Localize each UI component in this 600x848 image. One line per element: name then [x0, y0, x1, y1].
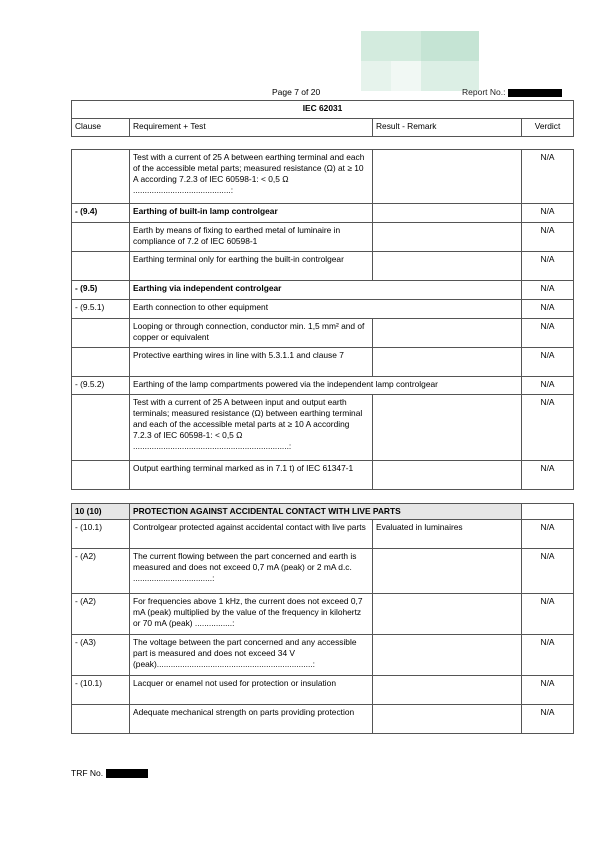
column-verdict: Verdict — [522, 119, 574, 137]
requirement-cell: The current flowing between the part concerned and earth is measured and does not exceed 0,7 mA (peak) or 2 mA d.c. ..................................: — [130, 549, 373, 594]
clause-cell: - (9.5) — [72, 281, 130, 300]
table-row — [72, 319, 574, 348]
page-number: Page 7 of 20 — [272, 87, 321, 97]
report-number: Report No.: — [462, 87, 562, 97]
clause-cell — [72, 223, 130, 252]
result-cell — [373, 461, 522, 490]
clause-cell — [72, 252, 130, 281]
table-row — [72, 705, 574, 734]
verdict-cell: N/A — [522, 281, 574, 300]
table-row — [72, 520, 574, 549]
requirement-cell: Earthing of built-in lamp controlgear — [130, 204, 373, 223]
column-result: Result - Remark — [373, 119, 522, 137]
redaction-bar — [508, 89, 562, 97]
requirement-cell: For frequencies above 1 kHz, the current does not exceed 0,7 mA (peak) multiplied by the value of the frequency in kilohertz or 70 mA (peak) ................: — [130, 594, 373, 635]
verdict-cell: N/A — [522, 549, 574, 594]
table-row — [72, 223, 574, 252]
result-cell — [373, 252, 522, 281]
clause-cell: - (10.1) — [72, 676, 130, 705]
table-row — [72, 204, 574, 223]
requirement-cell: Looping or through connection, conductor min. 1,5 mm² and of copper or equivalent — [130, 319, 373, 348]
section-verdict-cell — [522, 504, 574, 520]
redaction-bar — [106, 769, 148, 778]
verdict-cell: N/A — [522, 377, 574, 395]
verdict-cell: N/A — [522, 319, 574, 348]
verdict-cell: N/A — [522, 348, 574, 377]
clause-cell — [72, 319, 130, 348]
clause-cell: - (9.5.2) — [72, 377, 130, 395]
clause-cell: - (A3) — [72, 635, 130, 676]
clause-cell: - (9.5.1) — [72, 300, 130, 319]
requirement-cell: Earth by means of fixing to earthed metal of luminaire in compliance of 7.2 of IEC 60598-1 — [130, 223, 373, 252]
requirement-cell: Earthing of the lamp compartments powered via the independent lamp controlgear — [130, 377, 522, 395]
clause-cell: - (A2) — [72, 594, 130, 635]
verdict-cell: N/A — [522, 676, 574, 705]
requirement-cell: Test with a current of 25 A between input and output earth terminals; measured resistance (Ω) between earthing terminal and each of the accessible metal parts at ≥ 10 A according 7.2.3 of IEC 60598-1: < 0,5 Ω ...................................................................: — [130, 395, 373, 461]
section-row — [72, 504, 574, 520]
requirement-cell: Earthing terminal only for earthing the built-in controlgear — [130, 252, 373, 281]
trf-label: TRF No. — [71, 768, 104, 778]
page-footer — [71, 768, 148, 778]
clause-cell: - (9.4) — [72, 204, 130, 223]
verdict-cell: N/A — [522, 223, 574, 252]
standard-title: IEC 62031 — [72, 101, 574, 119]
clause-cell — [72, 395, 130, 461]
table-row — [72, 461, 574, 490]
verdict-cell: N/A — [522, 635, 574, 676]
result-cell — [373, 676, 522, 705]
table-row — [72, 395, 574, 461]
result-cell — [373, 395, 522, 461]
requirement-cell: The voltage between the part concerned and any accessible part is measured and does not exceed 34 V (peak)...................................................................: — [130, 635, 373, 676]
result-cell: Evaluated in luminaires — [373, 520, 522, 549]
requirement-cell: Earthing via independent controlgear — [130, 281, 522, 300]
clause-cell — [72, 705, 130, 734]
protection-table — [71, 503, 574, 734]
table-row — [72, 594, 574, 635]
table-row — [72, 377, 574, 395]
clause-cell — [72, 150, 130, 204]
table-row — [72, 300, 574, 319]
result-cell — [373, 150, 522, 204]
table-row — [72, 676, 574, 705]
result-cell — [373, 705, 522, 734]
verdict-cell: N/A — [522, 461, 574, 490]
verdict-cell: N/A — [522, 300, 574, 319]
requirement-cell: Protective earthing wires in line with 5.3.1.1 and clause 7 — [130, 348, 373, 377]
requirement-cell: Test with a current of 25 A between earthing terminal and each of the accessible metal parts; measured resistance (Ω) at ≥ 10 A according 7.2.3 of IEC 60598-1: < 0,5 Ω ..........................................: — [130, 150, 373, 204]
result-cell — [373, 348, 522, 377]
table-row — [72, 252, 574, 281]
verdict-cell: N/A — [522, 150, 574, 204]
result-cell — [373, 223, 522, 252]
verdict-cell: N/A — [522, 520, 574, 549]
result-cell — [373, 635, 522, 676]
verdict-cell: N/A — [522, 395, 574, 461]
stamp-watermark — [361, 31, 479, 91]
result-cell — [373, 204, 522, 223]
earthing-table — [71, 149, 574, 490]
requirement-cell: Output earthing terminal marked as in 7.1 t) of IEC 61347-1 — [130, 461, 373, 490]
table-row — [72, 150, 574, 204]
table-row — [72, 549, 574, 594]
section-clause: 10 (10) — [72, 504, 130, 520]
clause-cell — [72, 348, 130, 377]
verdict-cell: N/A — [522, 594, 574, 635]
table-row — [72, 635, 574, 676]
requirement-cell: Adequate mechanical strength on parts providing protection — [130, 705, 373, 734]
requirement-cell: Lacquer or enamel not used for protection or insulation — [130, 676, 373, 705]
result-cell — [373, 549, 522, 594]
result-cell — [373, 319, 522, 348]
verdict-cell: N/A — [522, 252, 574, 281]
section-title: PROTECTION AGAINST ACCIDENTAL CONTACT WITH LIVE PARTS — [130, 504, 522, 520]
verdict-cell: N/A — [522, 204, 574, 223]
column-clause: Clause — [72, 119, 130, 137]
clause-cell: - (10.1) — [72, 520, 130, 549]
requirement-cell: Controlgear protected against accidental contact with live parts — [130, 520, 373, 549]
page-header — [0, 87, 600, 99]
column-requirement: Requirement + Test — [130, 119, 373, 137]
verdict-cell: N/A — [522, 705, 574, 734]
clause-cell: - (A2) — [72, 549, 130, 594]
result-cell — [373, 594, 522, 635]
table-row — [72, 348, 574, 377]
requirement-cell: Earth connection to other equipment — [130, 300, 522, 319]
header-table — [71, 100, 574, 137]
table-row — [72, 281, 574, 300]
clause-cell — [72, 461, 130, 490]
